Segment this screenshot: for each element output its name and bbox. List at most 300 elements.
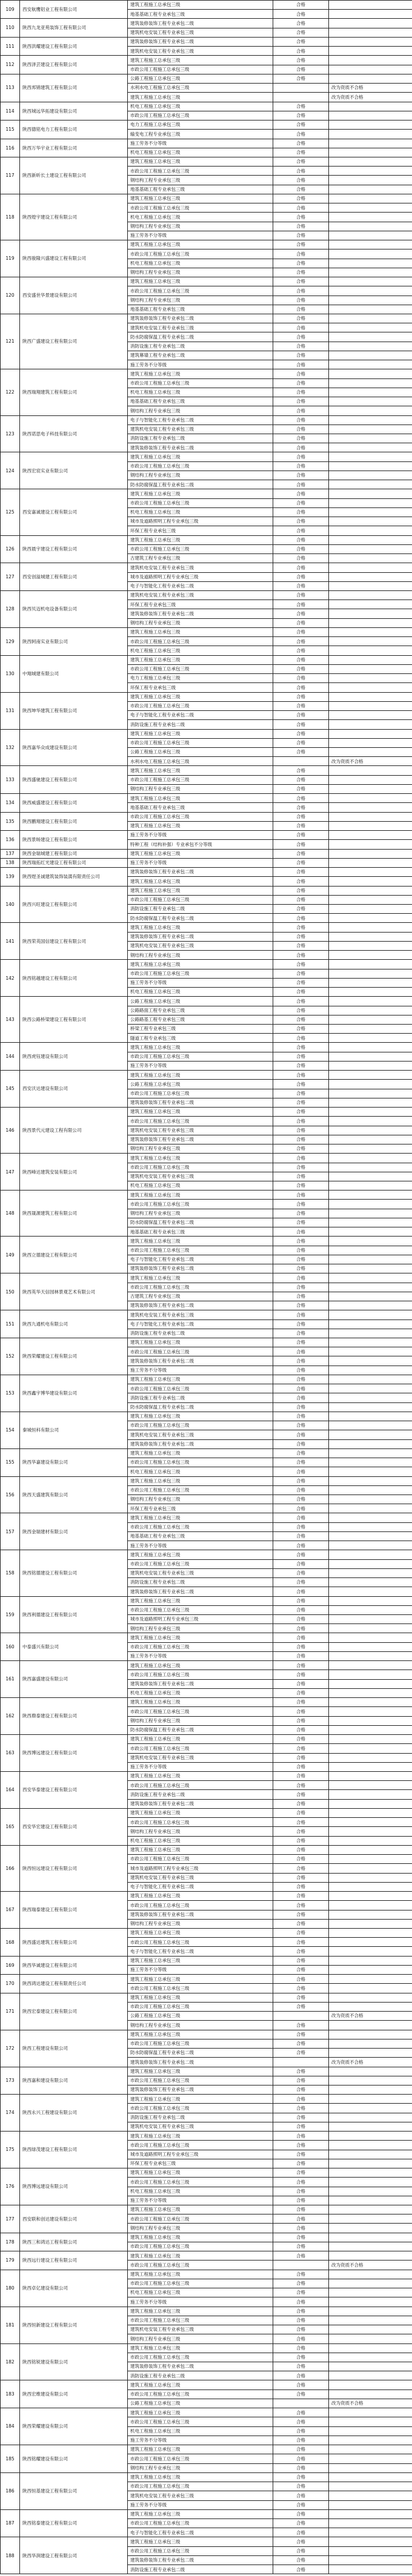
result-cell: 合格 xyxy=(273,2113,329,2122)
qualification-cell: 消防设施工程专业承包二级 xyxy=(128,1790,273,1799)
remark-cell xyxy=(329,167,412,176)
result-cell: 合格 xyxy=(273,2104,329,2113)
result-cell: 合格 xyxy=(273,2528,329,2537)
remark-cell xyxy=(329,2085,412,2094)
qualification-cell: 建筑装修装饰工程专业承包二级 xyxy=(128,1587,273,1596)
remark-cell xyxy=(329,2482,412,2491)
serial-number-cell: 127 xyxy=(1,563,20,591)
table-row xyxy=(1,766,412,775)
result-cell: 合格 xyxy=(273,1402,329,1412)
remark-cell xyxy=(329,1467,412,1476)
table-row xyxy=(1,2233,412,2242)
result-cell: 合格 xyxy=(273,2159,329,2168)
serial-number-cell: 119 xyxy=(1,240,20,277)
remark-cell xyxy=(329,111,412,120)
qualification-cell: 建筑工程施工总承包三级 xyxy=(128,1975,273,1984)
remark-cell xyxy=(329,1163,412,1172)
result-cell: 合格 xyxy=(273,1347,329,1356)
table-row xyxy=(1,1310,412,1319)
result-cell: 合格 xyxy=(273,941,329,950)
qualification-cell: 钢结构工程专业承包三级 xyxy=(128,1919,273,1928)
qualification-cell: 机电工程施工总承包三级 xyxy=(128,213,273,222)
remark-cell xyxy=(329,2242,412,2251)
result-cell: 合格 xyxy=(273,1412,329,1421)
remark-cell xyxy=(329,314,412,323)
remark-cell xyxy=(329,157,412,166)
result-cell: 合格 xyxy=(273,2242,329,2251)
qualification-cell: 市政公用工程施工总承包三级 xyxy=(128,167,273,176)
remark-cell xyxy=(329,2371,412,2380)
result-cell: 合格 xyxy=(273,2353,329,2362)
result-cell: 合格 xyxy=(273,572,329,581)
result-cell: 合格 xyxy=(273,28,329,37)
company-name-cell: 陕西铭泰建设工程有限公司 xyxy=(20,2509,128,2537)
result-cell: 合格 xyxy=(273,130,329,139)
result-cell: 合格 xyxy=(273,1956,329,1965)
serial-number-cell: 113 xyxy=(1,74,20,102)
table-row xyxy=(1,1237,412,1246)
qualification-cell: 钢结构工程专业承包三级 xyxy=(128,1209,273,1218)
result-cell: 合格 xyxy=(273,2224,329,2233)
table-row xyxy=(1,868,412,877)
result-cell: 合格 xyxy=(273,775,329,784)
result-cell: 合格 xyxy=(273,277,329,286)
qualification-cell: 机电工程施工总承包三级 xyxy=(128,148,273,157)
qualification-cell: 建筑工程施工总承包三级 xyxy=(128,1476,273,1485)
company-name-cell: 陕西远行建设工程有限公司 xyxy=(20,2251,128,2270)
remark-cell xyxy=(329,2021,412,2030)
qualification-cell: 施工劳务不分等级 xyxy=(128,1965,273,1974)
qualification-cell: 市政公用工程施工总承包三级 xyxy=(128,378,273,388)
result-cell: 合格 xyxy=(273,1338,329,1347)
serial-number-cell: 159 xyxy=(1,1596,20,1633)
result-cell: 合格 xyxy=(273,2343,329,2353)
result-cell: 合格 xyxy=(273,2436,329,2445)
result-cell: 合格 xyxy=(273,637,329,646)
qualification-cell: 市政公用工程施工总承包三级 xyxy=(128,65,273,74)
qualification-cell: 钢结构工程专业承包三级 xyxy=(128,784,273,793)
table-row xyxy=(1,1633,412,1642)
qualification-cell: 钢结构工程专业承包三级 xyxy=(128,2021,273,2030)
result-cell: 合格 xyxy=(273,434,329,443)
remark-cell xyxy=(329,2122,412,2131)
result-cell: 合格 xyxy=(273,1827,329,1836)
qualification-cell: 施工劳务不分等级 xyxy=(128,1061,273,1070)
remark-cell xyxy=(329,683,412,692)
remark-cell xyxy=(329,1089,412,1098)
qualification-cell: 建筑装修装饰工程专业承包二级 xyxy=(128,1799,273,1808)
result-cell: 合格 xyxy=(273,351,329,360)
qualification-cell: 钢结构工程专业承包三级 xyxy=(128,2224,273,2233)
serial-number-cell: 130 xyxy=(1,655,20,692)
serial-number-cell: 122 xyxy=(1,369,20,415)
serial-number-cell: 161 xyxy=(1,1661,20,1698)
qualification-cell: 市政公用工程施工总承包三级 xyxy=(128,969,273,978)
remark-cell xyxy=(329,1476,412,1485)
result-cell: 合格 xyxy=(273,1928,329,1937)
qualification-cell: 公路路面工程专业承包三级 xyxy=(128,1006,273,1015)
remark-cell xyxy=(329,1071,412,1080)
serial-number-cell: 112 xyxy=(1,56,20,74)
serial-number-cell: 137 xyxy=(1,849,20,858)
result-cell: 合格 xyxy=(273,2297,329,2307)
remark-cell xyxy=(329,286,412,296)
company-name-cell: 陕西鸿达建设工程有限责任公司 xyxy=(20,1975,128,1993)
result-cell: 合格 xyxy=(273,323,329,332)
remark-cell xyxy=(329,2509,412,2518)
remark-cell xyxy=(329,1412,412,1421)
result-cell: 合格 xyxy=(273,1255,329,1264)
result-cell: 合格 xyxy=(273,988,329,997)
serial-number-cell: 164 xyxy=(1,1772,20,1809)
result-cell: 合格 xyxy=(273,314,329,323)
result-cell: 合格 xyxy=(273,1707,329,1716)
table-row xyxy=(1,858,412,867)
result-cell: 合格 xyxy=(273,185,329,194)
remark-cell xyxy=(329,1319,412,1329)
company-name-cell: 陕西嘉和建设有限公司 xyxy=(20,2067,128,2095)
serial-number-cell: 166 xyxy=(1,1845,20,1891)
company-name-cell: 陕西荣耀建设工程有限公司 xyxy=(20,1338,128,1375)
remark-cell xyxy=(329,1947,412,1956)
table-row xyxy=(1,1928,412,1937)
company-name-cell: 陕西轲南实业有限公司 xyxy=(20,627,128,655)
company-name-cell: 陕西新昕长土建设工程有限公司 xyxy=(20,157,128,194)
serial-number-cell: 165 xyxy=(1,1808,20,1845)
company-name-cell: 陕西骏隆兴盛建设工程有限公司 xyxy=(20,240,128,277)
remark-cell xyxy=(329,997,412,1006)
result-cell: 合格 xyxy=(273,904,329,913)
result-cell: 合格 xyxy=(273,498,329,507)
result-cell: 合格 xyxy=(273,738,329,747)
qualification-cell: 建筑工程施工总承包三级 xyxy=(128,923,273,932)
qualification-cell: 市政公用工程施工总承包三级 xyxy=(128,1670,273,1679)
remark-cell xyxy=(329,1615,412,1624)
result-cell: 合格 xyxy=(273,37,329,46)
result-cell: 合格 xyxy=(273,2555,329,2564)
result-cell: 合格 xyxy=(273,2251,329,2261)
remark-cell xyxy=(329,2362,412,2371)
serial-number-cell: 156 xyxy=(1,1476,20,1513)
remark-cell: 改为资质不合格 xyxy=(329,757,412,766)
result-cell: 合格 xyxy=(273,2205,329,2214)
result-cell: 合格 xyxy=(273,627,329,636)
result-cell: 合格 xyxy=(273,452,329,461)
remark-cell xyxy=(329,10,412,19)
result-cell: 合格 xyxy=(273,2482,329,2491)
company-name-cell: 西安华宏建设工程有限公司 xyxy=(20,1808,128,1845)
result-cell: 合格 xyxy=(273,1181,329,1191)
result-cell: 合格 xyxy=(273,102,329,111)
result-cell: 合格 xyxy=(273,812,329,821)
remark-cell xyxy=(329,471,412,480)
result-cell: 合格 xyxy=(273,1772,329,1781)
result-cell: 合格 xyxy=(273,1568,329,1577)
company-name-cell: 陕西嘉华众成建设有限公司 xyxy=(20,729,128,766)
remark-cell xyxy=(329,2380,412,2389)
qualification-cell: 消防设施工程专业承包二级 xyxy=(128,434,273,443)
remark-cell xyxy=(329,701,412,710)
result-cell: 合格 xyxy=(273,1273,329,1283)
qualification-cell: 消防设施工程专业承包二级 xyxy=(128,2371,273,2380)
result-cell: 合格 xyxy=(273,1910,329,1919)
result-cell: 合格 xyxy=(273,222,329,231)
qualification-cell: 市政公用工程施工总承包三级 xyxy=(128,2316,273,2325)
qualification-cell: 施工劳务不分等级 xyxy=(128,1366,273,1375)
table-row xyxy=(1,2132,412,2141)
remark-cell xyxy=(329,2325,412,2334)
company-name-cell: 陕西景旸建设工程有限公司 xyxy=(20,831,128,849)
result-cell: 合格 xyxy=(273,526,329,535)
result-cell: 合格 xyxy=(273,65,329,74)
serial-number-cell: 150 xyxy=(1,1273,20,1310)
remark-cell xyxy=(329,517,412,526)
remark-cell xyxy=(329,222,412,231)
remark-cell xyxy=(329,213,412,222)
result-cell: 合格 xyxy=(273,1448,329,1458)
remark-cell xyxy=(329,19,412,28)
remark-cell xyxy=(329,2417,412,2426)
result-cell: 合格 xyxy=(273,1864,329,1873)
remark-cell xyxy=(329,1938,412,1947)
remark-cell xyxy=(329,1762,412,1771)
remark-cell xyxy=(329,1448,412,1458)
result-cell: 合格 xyxy=(273,1301,329,1310)
serial-number-cell: 155 xyxy=(1,1448,20,1476)
qualification-cell: 建筑机电安装工程专业承包三级 xyxy=(128,2325,273,2334)
remark-cell xyxy=(329,1651,412,1660)
serial-number-cell: 133 xyxy=(1,766,20,794)
result-cell: 合格 xyxy=(273,2178,329,2187)
table-row xyxy=(1,997,412,1006)
remark-cell: 改为资质不合格 xyxy=(329,2261,412,2270)
remark-cell xyxy=(329,2426,412,2436)
remark-cell xyxy=(329,249,412,259)
remark-cell xyxy=(329,969,412,978)
qualification-cell: 建筑工程施工总承包三级 xyxy=(128,2537,273,2546)
result-cell: 合格 xyxy=(273,332,329,342)
remark-cell xyxy=(329,1,412,10)
result-cell: 合格 xyxy=(273,2565,329,2574)
company-name-cell: 陕西铭越建设工程有限公司 xyxy=(20,960,128,997)
serial-number-cell: 178 xyxy=(1,2233,20,2251)
qualification-cell: 市政公用工程施工总承包三级 xyxy=(128,544,273,553)
table-row xyxy=(1,1476,412,1485)
remark-cell xyxy=(329,1670,412,1679)
qualification-cell: 城市及道路照明工程专业承包三级 xyxy=(128,2150,273,2159)
serial-number-cell: 179 xyxy=(1,2251,20,2270)
serial-number-cell: 168 xyxy=(1,1928,20,1956)
result-cell: 合格 xyxy=(273,868,329,877)
result-cell: 合格 xyxy=(273,840,329,849)
qualification-cell: 地基基础工程专业承包三级 xyxy=(128,10,273,19)
qualification-cell: 消防设施工程专业承包二级 xyxy=(128,1329,273,1338)
qualification-cell: 施工劳务不分等级 xyxy=(128,1541,273,1550)
qualification-cell: 电子与智能化工程专业承包二级 xyxy=(128,415,273,424)
result-cell: 合格 xyxy=(273,1661,329,1670)
table-row xyxy=(1,1513,412,1522)
result-cell: 合格 xyxy=(273,1670,329,1679)
result-cell: 合格 xyxy=(273,121,329,130)
remark-cell xyxy=(329,2546,412,2555)
qualification-cell: 电子与智能化工程专业承包二级 xyxy=(128,581,273,590)
qualification-cell: 机电工程施工总承包三级 xyxy=(128,1688,273,1697)
company-name-cell: 陕西宏泰建设工程有限公司 xyxy=(20,1993,128,2030)
qualification-cell: 古建筑工程专业承包三级 xyxy=(128,1292,273,1301)
qualification-cell: 市政公用工程施工总承包三级 xyxy=(128,775,273,784)
result-cell: 合格 xyxy=(273,766,329,775)
serial-number-cell: 173 xyxy=(1,2067,20,2095)
qualification-cell: 防水防腐保温工程专业承包二级 xyxy=(128,1218,273,1227)
remark-cell xyxy=(329,821,412,830)
result-cell: 合格 xyxy=(273,1882,329,1891)
result-cell: 合格 xyxy=(273,1108,329,1117)
company-name-cell: 陕西万华宇业工程有限公司 xyxy=(20,139,128,157)
table-row xyxy=(1,37,412,46)
qualification-cell: 地基基础工程专业承包三级 xyxy=(128,185,273,194)
qualification-cell: 市政公用工程施工总承包三级 xyxy=(128,2279,273,2288)
remark-cell xyxy=(329,1237,412,1246)
serial-number-cell: 120 xyxy=(1,277,20,314)
table-row xyxy=(1,2509,412,2518)
result-cell: 合格 xyxy=(273,1191,329,1200)
remark-cell xyxy=(329,56,412,65)
table-row xyxy=(1,1375,412,1384)
result-cell: 合格 xyxy=(273,2196,329,2205)
qualification-cell: 建筑工程施工总承包三级 xyxy=(128,821,273,830)
table-row xyxy=(1,2472,412,2482)
qualification-cell: 施工劳务不分等级 xyxy=(128,831,273,840)
result-cell: 合格 xyxy=(273,914,329,923)
qualification-cell: 建筑工程施工总承包三级 xyxy=(128,766,273,775)
serial-number-cell: 141 xyxy=(1,923,20,960)
remark-cell xyxy=(329,388,412,397)
serial-number-cell: 123 xyxy=(1,415,20,452)
result-cell: 合格 xyxy=(273,858,329,867)
table-row xyxy=(1,563,412,572)
remark-cell xyxy=(329,2168,412,2178)
result-cell: 合格 xyxy=(273,720,329,729)
qualification-cell: 古建筑工程专业承包三级 xyxy=(128,554,273,563)
qualification-cell: 市政公用工程施工总承包三级 xyxy=(128,286,273,296)
remark-cell xyxy=(329,452,412,461)
remark-cell xyxy=(329,443,412,452)
table-row xyxy=(1,2380,412,2389)
remark-cell xyxy=(329,351,412,360)
remark-cell xyxy=(329,812,412,821)
qualification-cell: 消防设施工程专业承包二级 xyxy=(128,1578,273,1587)
remark-cell: 改为资质不合格 xyxy=(329,2399,412,2408)
result-cell: 合格 xyxy=(273,2445,329,2454)
remark-cell xyxy=(329,1209,412,1218)
qualification-cell: 建筑工程施工总承包三级 xyxy=(128,2343,273,2353)
result-cell: 合格 xyxy=(273,1845,329,1854)
remark-cell xyxy=(329,1200,412,1209)
qualification-cell: 建筑机电安装工程专业承包三级 xyxy=(128,2491,273,2500)
company-name-cell: 陕西广盛建设工程有限公司 xyxy=(20,314,128,369)
company-name-cell: 陕西鑫宇博华建设有限公司 xyxy=(20,1375,128,1412)
qualification-cell: 建筑工程施工总承包三级 xyxy=(128,2030,273,2039)
result-cell: 合格 xyxy=(273,2316,329,2325)
serial-number-cell: 154 xyxy=(1,1412,20,1448)
qualification-cell: 钢结构工程专业承包三级 xyxy=(128,222,273,231)
table-row xyxy=(1,139,412,148)
remark-cell xyxy=(329,1264,412,1273)
remark-cell xyxy=(329,1375,412,1384)
qualification-cell: 环保工程专业承包三级 xyxy=(128,2159,273,2168)
remark-cell xyxy=(329,1522,412,1531)
remark-cell xyxy=(329,2454,412,2463)
remark-cell xyxy=(329,1661,412,1670)
qualification-cell: 建筑工程施工总承包三级 xyxy=(128,1928,273,1937)
remark-cell xyxy=(329,1393,412,1402)
remark-cell xyxy=(329,664,412,673)
result-cell: 合格 xyxy=(273,2021,329,2030)
qualification-cell: 建筑装修装饰工程专业承包二级 xyxy=(128,2058,273,2067)
qualification-cell: 建筑装修装饰工程专业承包二级 xyxy=(128,19,273,28)
result-cell: 合格 xyxy=(273,1559,329,1568)
remark-cell xyxy=(329,1901,412,1910)
remark-cell xyxy=(329,572,412,581)
qualification-cell: 市政公用工程施工总承包三级 xyxy=(128,1458,273,1467)
result-cell: 合格 xyxy=(273,747,329,756)
remark-cell xyxy=(329,1799,412,1808)
result-cell: 合格 xyxy=(273,969,329,978)
remark-cell xyxy=(329,738,412,747)
table-row xyxy=(1,794,412,803)
qualification-cell: 市政公用工程施工总承包三级 xyxy=(128,1938,273,1947)
remark-cell xyxy=(329,1975,412,1984)
serial-number-cell: 110 xyxy=(1,19,20,37)
remark-cell xyxy=(329,1246,412,1255)
remark-cell xyxy=(329,342,412,351)
result-cell: 合格 xyxy=(273,139,329,148)
table-row xyxy=(1,1698,412,1707)
remark-cell xyxy=(329,102,412,111)
table-row xyxy=(1,2408,412,2417)
serial-number-cell: 142 xyxy=(1,960,20,997)
company-name-cell: 西安沃达建设有限公司 xyxy=(20,1071,128,1108)
remark-cell xyxy=(329,831,412,840)
qualification-cell: 建筑装修装饰工程专业承包二级 xyxy=(128,443,273,452)
result-cell: 合格 xyxy=(273,2500,329,2509)
result-cell: 合格 xyxy=(273,1550,329,1559)
result-cell: 合格 xyxy=(273,1947,329,1956)
remark-cell xyxy=(329,1025,412,1034)
remark-cell xyxy=(329,47,412,56)
remark-cell xyxy=(329,2288,412,2297)
qualification-cell: 公路工程施工总承包三级 xyxy=(128,747,273,756)
qualification-cell: 防水防腐保温工程专业承包二级 xyxy=(128,480,273,489)
qualification-cell: 建筑装修装饰工程专业承包二级 xyxy=(128,1301,273,1310)
remark-cell xyxy=(329,2555,412,2564)
table-row xyxy=(1,1661,412,1670)
qualification-cell: 建筑工程施工总承包三级 xyxy=(128,1596,273,1605)
qualification-cell: 建筑机电安装工程专业承包三级 xyxy=(128,1568,273,1577)
result-cell: 合格 xyxy=(273,1375,329,1384)
remark-cell xyxy=(329,332,412,342)
qualification-cell: 建筑工程施工总承包三级 xyxy=(128,729,273,738)
company-name-cell: 陕西绿茂建设工程有限公司 xyxy=(20,2132,128,2168)
result-cell: 合格 xyxy=(273,2002,329,2011)
table-row xyxy=(1,1154,412,1163)
serial-number-cell: 126 xyxy=(1,535,20,563)
result-cell: 合格 xyxy=(273,1605,329,1614)
result-cell: 合格 xyxy=(273,1467,329,1476)
remark-cell xyxy=(329,1347,412,1356)
remark-cell xyxy=(329,2067,412,2076)
remark-cell xyxy=(329,1292,412,1301)
